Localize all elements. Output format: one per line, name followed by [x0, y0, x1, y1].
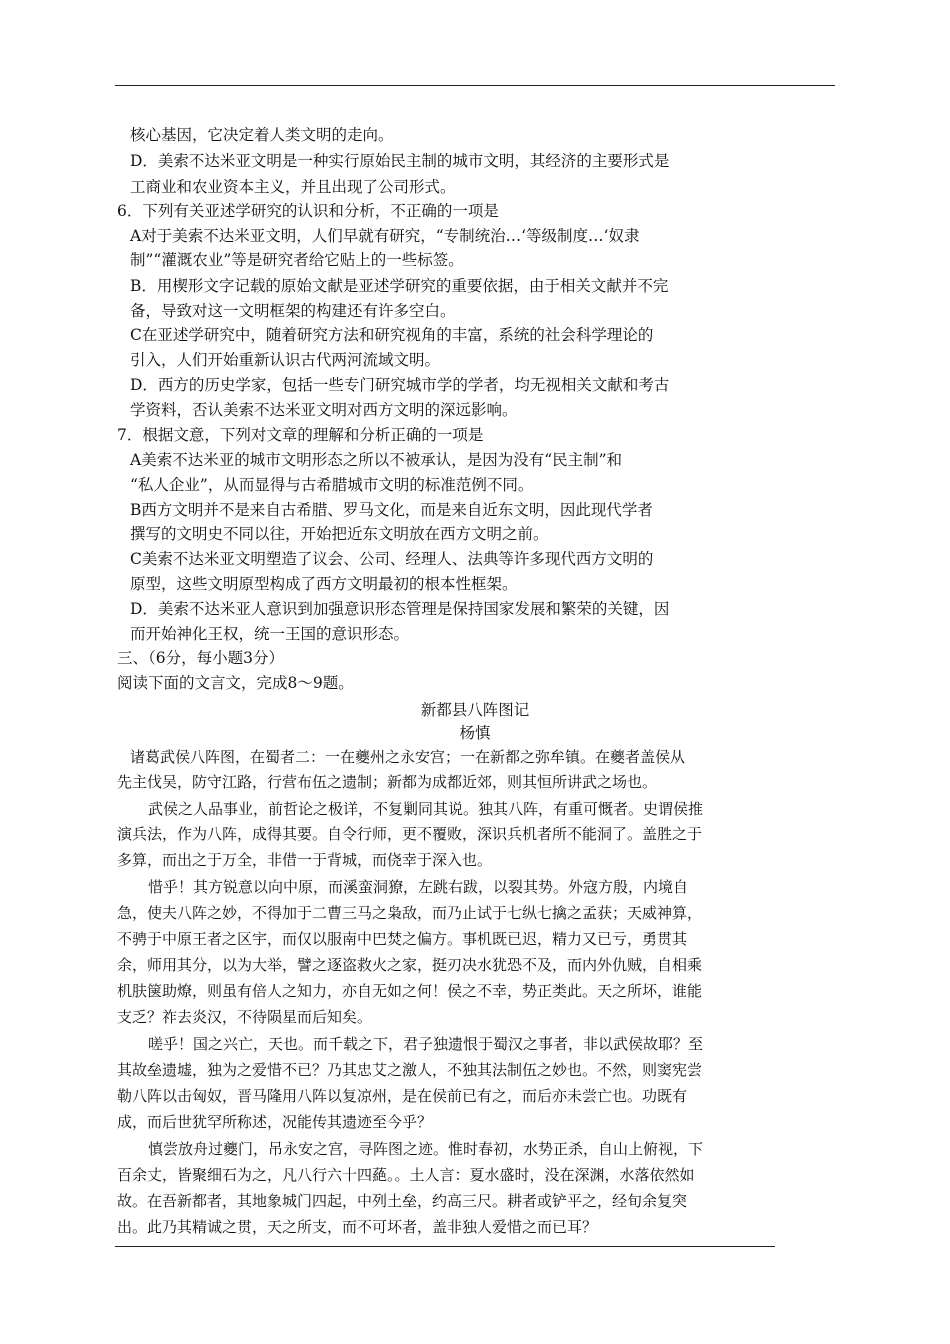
passage-line: 余，师用其分，以为大举，譬之逐盗救火之家，挺刃决水犹恐不及，而内外仇贼，自相乘 — [117, 956, 703, 974]
q7-stem: 7．根据文意，下列对文章的理解和分析正确的一项是 — [117, 426, 484, 444]
passage-line: 急，使夫八阵之妙，不得加于二曹三马之枭敌，而乃止试于七纵七擒之孟获；天威神算， — [117, 904, 703, 922]
q5-c-continuation: 核心基因，它决定着人类文明的走向。 — [130, 126, 394, 144]
passage-line: 武侯之人品事业，前哲论之极详，不复剿同其说。独其八阵，有重可慨者。史谓侯推 — [148, 800, 704, 818]
q5-option-d: D．美索不达米亚文明是一种实行原始民主制的城市文明，其经济的主要形式是 — [130, 152, 670, 170]
q6-option-a: A对于美索不达米亚文明，人们早就有研究，“专制统治…‘等级制度…‘奴隶 — [130, 227, 640, 245]
footer-rule — [115, 1246, 775, 1247]
q7-option-c-continuation: 原型，这些文明原型构成了西方文明最初的根本性框架。 — [130, 575, 518, 593]
q6-option-d: D．西方的历史学家，包括一些专门研究城市学的学者，均无视相关文献和考古 — [130, 376, 670, 394]
reading-instruction: 阅读下面的文言文，完成8～9题。 — [117, 674, 354, 692]
passage-line: 其故垒遗墟，独为之爱惜不已？乃其忠艾之激人，不独其法制伍之妙也。不然，则窦宪尝 — [117, 1061, 703, 1079]
q6-option-b: B．用楔形文字记载的原始文献是亚述学研究的重要依据，由于相关文献并不完 — [130, 277, 669, 295]
passage-line: 百余丈，皆聚细石为之，凡八行六十四蕝。。土人言：夏水盛时，没在深渊，水落依然如 — [117, 1166, 695, 1184]
passage-line: 机肤箧助燎，则虽有倍人之知力，亦自无如之何！侯之不幸，势正类此。天之所坏，谁能 — [117, 982, 703, 1000]
q7-option-a: A美索不达米亚的城市文明形态之所以不被承认，是因为没有“民主制”和 — [130, 451, 623, 469]
passage-line: 不骋于中原王者之区宇，而仅以服南中巴焚之偏方。事机既已迟，精力又已亏，勇贯其 — [117, 930, 688, 948]
section-three-heading: 三、（6分，每小题3分） — [117, 649, 284, 667]
q6-option-a-continuation: 制”“灌溉农业”等是研究者给它贴上的一些标签。 — [130, 251, 464, 269]
passage-line: 嗟乎！国之兴亡，天也。而千载之下，君子独遗恨于蜀汉之事者，非以武侯故耶？至 — [148, 1035, 704, 1053]
passage-line: 多算，而出之于万全，非借一于背城，而侥幸于深入也。 — [117, 851, 493, 869]
q7-option-b-continuation: 撰写的文明史不同以往，开始把近东文明放在西方文明之前。 — [130, 525, 549, 543]
passage-line: 演兵法，作为八阵，成得其要。自令行师，更不覆败，深识兵机者所不能洞了。盖胜之于 — [117, 825, 703, 843]
passage-line: 成，而后世犹罕所称述，况能传其遗迹至今乎？ — [117, 1113, 433, 1131]
q6-stem: 6．下列有关亚述学研究的认识和分析，不正确的一项是 — [117, 202, 499, 220]
passage-line: 惜乎！其方锐意以向中原，而溪蛮洞獠，左跳右跋，以裂其势。外寇方殷，内境自 — [148, 878, 689, 896]
passage-line: 诸葛武侯八阵图，在蜀者二：一在夔州之永安宫；一在新都之弥牟镇。在夔者盖侯从 — [130, 748, 686, 766]
q5-option-d-continuation: 工商业和农业资本主义，并且出现了公司形式。 — [130, 178, 456, 196]
header-rule — [115, 85, 835, 86]
passage-title: 新都县八阵图记 — [420, 701, 530, 719]
passage-line: 先主伐吴，防守江路，行营布伍之遗制；新都为成都近郊，则其恒所讲武之场也。 — [117, 773, 658, 791]
q7-option-a-continuation: “私人企业”，从而显得与古希腊城市文明的标准范例不同。 — [130, 476, 534, 494]
passage-line: 出。此乃其精诚之贯，天之所支，而不可坏者，盖非独人爱惜之而已耳？ — [117, 1218, 598, 1236]
q6-option-c-continuation: 引入，人们开始重新认识古代两河流域文明。 — [130, 351, 441, 369]
q7-option-c: C美索不达米亚文明塑造了议会、公司、经理人、法典等许多现代西方文明的 — [130, 550, 654, 568]
q7-option-b: B西方文明并不是来自古希腊、罗马文化，而是来自近东文明，因此现代学者 — [130, 501, 653, 519]
q7-option-d: D．美索不达米亚人意识到加强意识形态管理是保持国家发展和繁荣的关键，因 — [130, 600, 670, 618]
q6-option-c: C在亚述学研究中，随着研究方法和研究视角的丰富，系统的社会科学理论的 — [130, 326, 654, 344]
passage-author: 杨慎 — [459, 724, 491, 742]
passage-line: 勒八阵以击匈奴，晋马隆用八阵以复凉州，是在侯前已有之，而后亦未尝亡也。功既有 — [117, 1087, 688, 1105]
passage-line: 支乏？祚去炎汉，不待陨星而后知矣。 — [117, 1008, 373, 1026]
passage-line: 故。在吾新都者，其地象城门四起，中列土垒，约高三尺。耕者或铲平之，经旬余复突 — [117, 1192, 688, 1210]
q6-option-d-continuation: 学资料，否认美索不达米亚文明对西方文明的深远影响。 — [130, 401, 518, 419]
q7-option-d-continuation: 而开始神化王权，统一王国的意识形态。 — [130, 625, 410, 643]
q6-option-b-continuation: 备，导致对这一文明框架的构建还有许多空白。 — [130, 302, 456, 320]
passage-line: 慎尝放舟过夔门，吊永安之宫，寻阵图之迹。惟时春初，水势正杀，自山上俯视，下 — [148, 1140, 704, 1158]
